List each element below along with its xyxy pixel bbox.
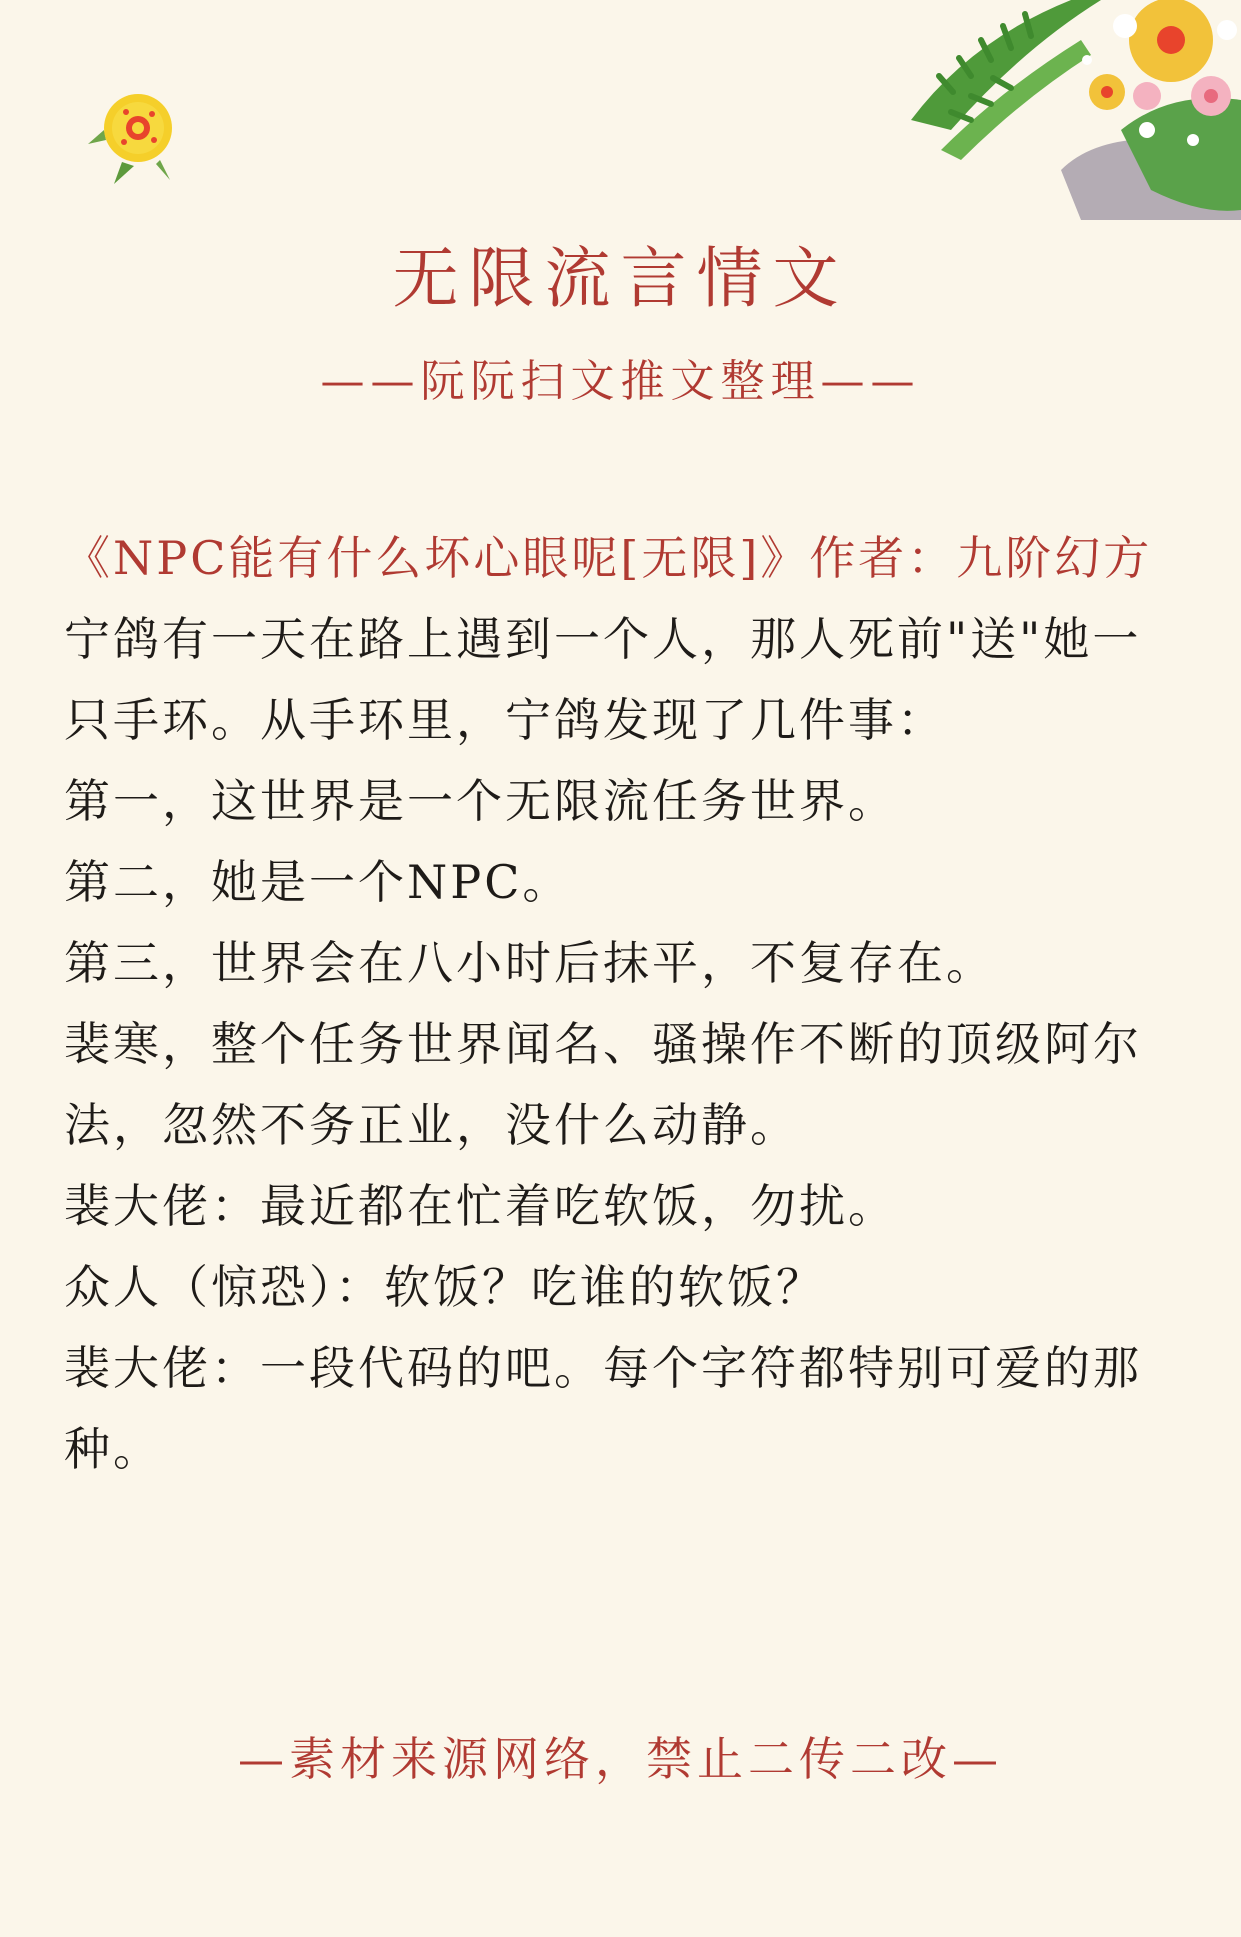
yellow-flower-icon xyxy=(86,82,196,192)
synopsis-paragraph: 裴大佬：最近都在忙着吃软饭，勿扰。 xyxy=(64,1179,897,1233)
flower-bouquet-icon xyxy=(911,0,1241,220)
source-notice: —素材来源网络，禁止二传二改— xyxy=(238,1732,1003,1786)
synopsis-paragraph: 众人（惊恐）：软饭？吃谁的软饭？ xyxy=(64,1260,825,1314)
synopsis-paragraph: 裴大佬：一段代码的吧。每个字符都特别可爱的那种。 xyxy=(64,1341,1142,1476)
synopsis-paragraph: 第一，这世界是一个无限流任务世界。 xyxy=(64,774,897,828)
synopsis-paragraph: 宁鸽有一天在路上遇到一个人，那人死前"送"她一只手环。从手环里，宁鸽发现了几件事： xyxy=(64,612,1142,747)
synopsis-paragraph: 第二，她是一个NPC。 xyxy=(64,855,572,909)
page-title: 无限流言情文 xyxy=(392,240,849,317)
article-body xyxy=(64,518,1177,1490)
synopsis-paragraph: 第三，世界会在八小时后抹平，不复存在。 xyxy=(64,936,995,990)
page-subtitle: ——阮阮扫文推文整理—— xyxy=(320,356,921,407)
book-title: 《NPC能有什么坏心眼呢[无限]》作者：九阶幻方 xyxy=(64,531,1153,585)
synopsis-paragraph: 裴寒，整个任务世界闻名、骚操作不断的顶级阿尔法，忽然不务正业，没什么动静。 xyxy=(64,1017,1142,1152)
